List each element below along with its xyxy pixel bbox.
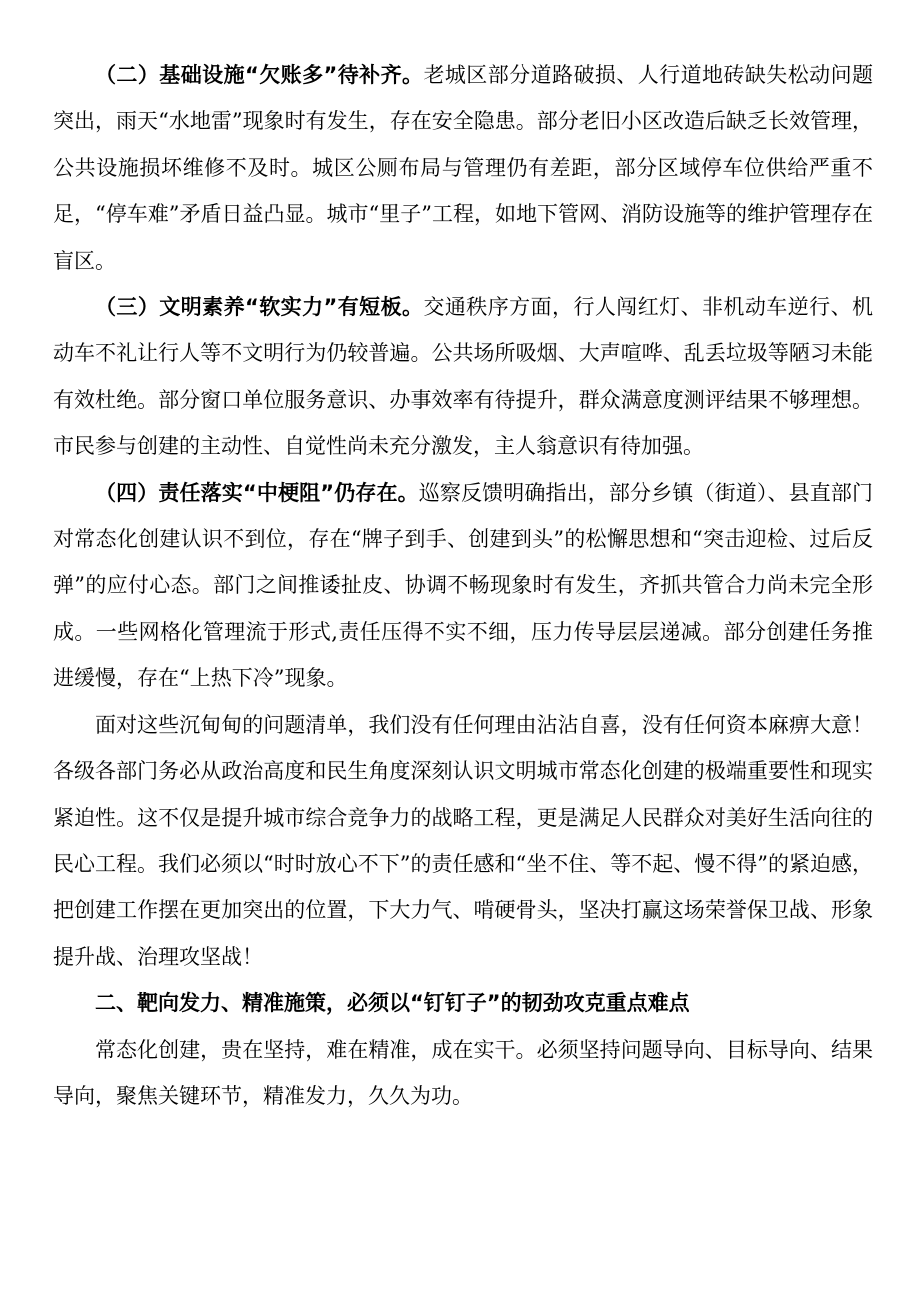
paragraph-lead: （二）基础设施“欠账多”待补齐。	[95, 63, 424, 87]
paragraph-lead: （三）文明素养“软实力”有短板。	[95, 295, 424, 320]
paragraph-body: 面对这些沉甸甸的问题清单，我们没有任何理由沾沾自喜，没有任何资本麻痹大意！各级各部门务必从政治高度和民生角度深刻认识文明城市常态化创建的极端重要性和现实紧迫性。这不仅是提升城市综合竞争力的战略工程，更是满足人民群众对美好生活向往的民心工程。我们必须以“时时放心不下”的责任感和“坐不住、等不起、慢不得”的紧迫感，把创建工作摆在更加突出的位置，下大力气、啃硬骨头，坚决打赢这场荣誉保卫战、形象提升战、治理攻坚战！	[53, 712, 873, 969]
paragraph-responsibility	[53, 470, 873, 702]
paragraph-infrastructure	[53, 52, 873, 284]
document-page	[53, 52, 873, 1119]
paragraph-summary	[53, 702, 873, 980]
paragraph-body: 交通秩序方面，行人闯红灯、非机动车逆行、机动车不礼让行人等不文明行为仍较普遍。公共场所吸烟、大声喧哗、乱丢垃圾等陋习未能有效杜绝。部分窗口单位服务意识、办事效率有待提升，群众满意度测评结果不够理想。市民参与创建的主动性、自觉性尚未充分激发，主人翁意识有待加强。	[53, 295, 874, 459]
section-intro: 常态化创建，贵在坚持，难在精准，成在实干。必须坚持问题导向、目标导向、结果导向，聚焦关键环节，精准发力，久久为功。	[53, 1037, 873, 1108]
paragraph-civility	[53, 284, 873, 470]
paragraph-body: 巡察反馈明确指出，部分乡镇（街道）、县直部门对常态化创建认识不到位，存在“牌子到手、创建到头”的松懈思想和“突击迎检、过后反弹”的应付心态。部门之间推诿扯皮、协调不畅现象时有发生，齐抓共管合力尚未完全形成。一些网格化管理流于形式,责任压得不实不细，压力传导层层递减。部分创建任务推进缓慢，存在“上热下冷”现象。	[53, 480, 873, 691]
paragraph-lead: （四）责任落实“中梗阻”仍存在。	[95, 480, 419, 505]
paragraph-body: 老城区部分道路破损、人行道地砖缺失松动问题突出，雨天“水地雷”现象时有发生，存在安全隐患。部分老旧小区改造后缺乏长效管理，公共设施损坏维修不及时。城区公厕布局与管理仍有差距，部分区域停车位供给严重不足，“停车难”矛盾日益凸显。城市“里子”工程，如地下管网、消防设施等的维护管理存在盲区。	[53, 63, 874, 273]
section-heading: 二、靶向发力、精准施策，必须以“钉钉子”的韧劲攻克重点难点	[95, 991, 690, 1016]
